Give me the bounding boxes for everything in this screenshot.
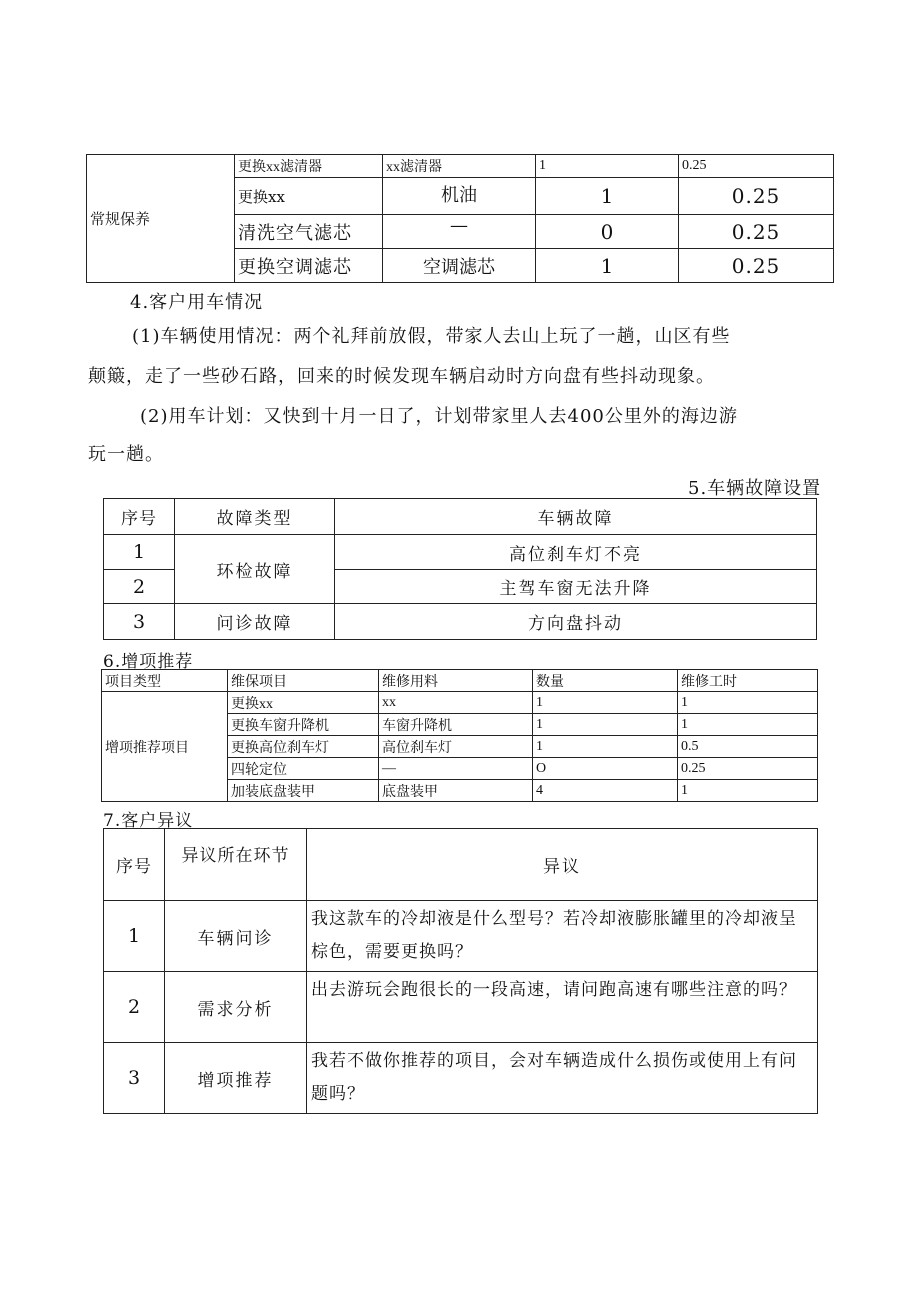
maintenance-material: 空调滤芯 bbox=[383, 249, 536, 283]
fault-type: 问诊故障 bbox=[175, 604, 335, 640]
fault-type: 环检故障 bbox=[175, 535, 335, 604]
maintenance-material: xx滤清器 bbox=[383, 155, 536, 178]
addon-hours: 1 bbox=[678, 780, 818, 802]
addon-qty: O bbox=[533, 758, 678, 780]
usage-line-1: (1)车辆使用情况：两个礼拜前放假，带家人去山上玩了一趟，山区有些 bbox=[132, 326, 731, 347]
addon-item: 四轮定位 bbox=[228, 758, 379, 780]
fault-no: 2 bbox=[104, 570, 175, 604]
fault-header-type: 故障类型 bbox=[175, 499, 335, 535]
fault-desc: 方向盘抖动 bbox=[335, 604, 817, 640]
addon-material: 车窗升降机 bbox=[379, 714, 533, 736]
addon-material: 底盘装甲 bbox=[379, 780, 533, 802]
fault-no: 1 bbox=[104, 535, 175, 570]
addon-header-item: 维保项目 bbox=[228, 670, 379, 692]
fault-header-fault: 车辆故障 bbox=[335, 499, 817, 535]
objection-stage: 增项推荐 bbox=[165, 1043, 307, 1114]
maintenance-material: — bbox=[383, 215, 536, 249]
addon-material: xx bbox=[379, 692, 533, 714]
addon-header-qty: 数量 bbox=[533, 670, 678, 692]
addon-hours: 0.5 bbox=[678, 736, 818, 758]
addon-item: 更换xx bbox=[228, 692, 379, 714]
objection-stage: 车辆问诊 bbox=[165, 901, 307, 972]
maintenance-material: 机油 bbox=[383, 178, 536, 215]
objection-header-text: 异议 bbox=[307, 829, 818, 901]
addon-item: 更换高位刹车灯 bbox=[228, 736, 379, 758]
addon-item: 更换车窗升降机 bbox=[228, 714, 379, 736]
objection-no: 3 bbox=[104, 1043, 165, 1114]
addon-header-hours: 维修工时 bbox=[678, 670, 818, 692]
addon-header-type: 项目类型 bbox=[102, 670, 228, 692]
maintenance-group-label: 常规保养 bbox=[87, 155, 235, 283]
addon-hours: 1 bbox=[678, 714, 818, 736]
section7-heading: 7.客户异议 bbox=[103, 811, 194, 831]
objection-text: 我这款车的冷却液是什么型号？若冷却液膨胀罐里的冷却液呈棕色，需要更换吗？ bbox=[307, 901, 818, 972]
maintenance-hours: 0.25 bbox=[679, 178, 834, 215]
addon-material: 高位刹车灯 bbox=[379, 736, 533, 758]
section5-heading: 5.车辆故障设置 bbox=[688, 478, 822, 499]
addon-item: 加装底盘装甲 bbox=[228, 780, 379, 802]
maintenance-qty: 1 bbox=[536, 178, 679, 215]
fault-desc: 高位刹车灯不亮 bbox=[335, 535, 817, 570]
objection-header-stage: 异议所在环节 bbox=[165, 829, 307, 901]
addon-qty: 1 bbox=[533, 714, 678, 736]
fault-desc: 主驾车窗无法升降 bbox=[335, 570, 817, 604]
plan-line-2: 玩一趟。 bbox=[88, 444, 164, 465]
objection-stage: 需求分析 bbox=[165, 972, 307, 1043]
maintenance-qty: 1 bbox=[536, 249, 679, 283]
addon-hours: 0.25 bbox=[678, 758, 818, 780]
maintenance-hours: 0.25 bbox=[679, 249, 834, 283]
addon-qty: 4 bbox=[533, 780, 678, 802]
maintenance-qty: 1 bbox=[536, 155, 679, 178]
addon-material: — bbox=[379, 758, 533, 780]
maintenance-item: 更换空调滤芯 bbox=[235, 249, 383, 283]
objection-no: 2 bbox=[104, 972, 165, 1043]
section6-heading: 6.增项推荐 bbox=[103, 652, 194, 672]
fault-no: 3 bbox=[104, 604, 175, 640]
maintenance-item: 更换xx滤清器 bbox=[235, 155, 383, 178]
objection-no: 1 bbox=[104, 901, 165, 972]
maintenance-qty: 0 bbox=[536, 215, 679, 249]
objection-table bbox=[103, 828, 818, 1114]
objection-header-no: 序号 bbox=[104, 829, 165, 901]
addon-qty: 1 bbox=[533, 692, 678, 714]
maintenance-item: 更换xx bbox=[235, 178, 383, 215]
maintenance-table bbox=[86, 154, 834, 283]
addon-hours: 1 bbox=[678, 692, 818, 714]
maintenance-hours: 0.25 bbox=[679, 155, 834, 178]
addon-qty: 1 bbox=[533, 736, 678, 758]
maintenance-item: 清洗空气滤芯 bbox=[235, 215, 383, 249]
objection-text: 出去游玩会跑很长的一段高速，请问跑高速有哪些注意的吗？ bbox=[307, 972, 818, 1043]
addon-header-material: 维修用料 bbox=[379, 670, 533, 692]
plan-line-1: (2)用车计划：又快到十月一日了，计划带家里人去400公里外的海边游 bbox=[140, 406, 738, 427]
objection-text: 我若不做你推荐的项目，会对车辆造成什么损伤或使用上有问题吗？ bbox=[307, 1043, 818, 1114]
section4-heading: 4.客户用车情况 bbox=[130, 292, 264, 313]
addon-group-label: 增项推荐项目 bbox=[102, 692, 228, 802]
fault-table bbox=[103, 498, 817, 640]
usage-line-2: 颠簸，走了一些砂石路，回来的时候发现车辆启动时方向盘有些抖动现象。 bbox=[88, 366, 715, 387]
maintenance-hours: 0.25 bbox=[679, 215, 834, 249]
addon-table bbox=[101, 669, 818, 802]
fault-header-no: 序号 bbox=[104, 499, 175, 535]
